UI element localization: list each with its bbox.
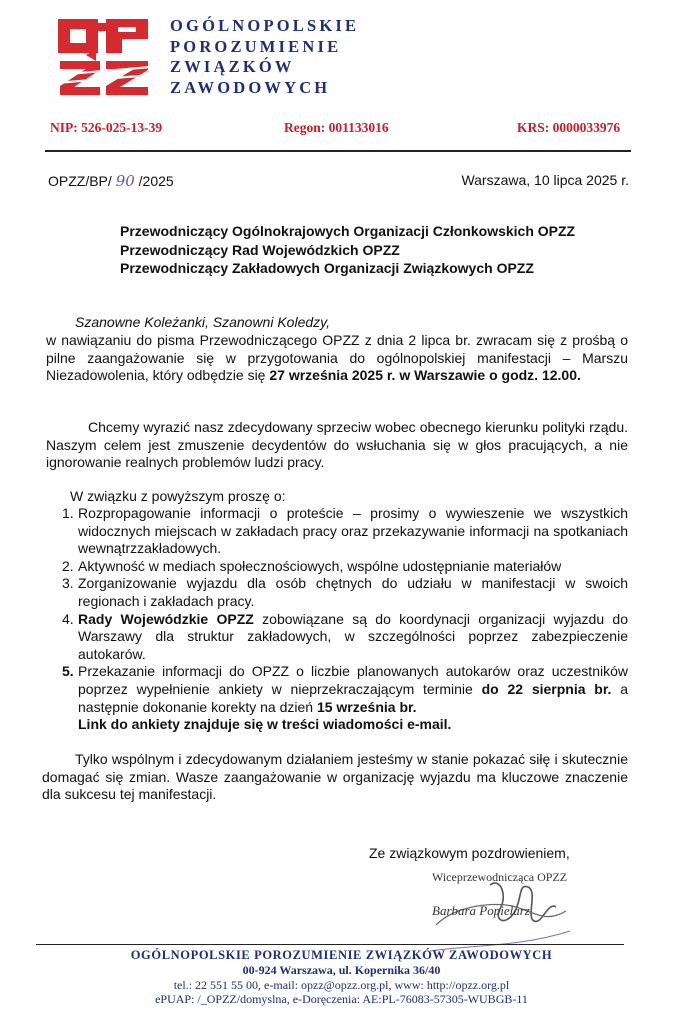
list-item bbox=[46, 558, 628, 576]
closing-salutation: Ze związkowym pozdrowieniem, bbox=[369, 845, 570, 861]
addressee-line: Przewodniczący Ogólnokrajowych Organizacji Członkowskich OPZZ bbox=[120, 223, 576, 239]
list-lead: W związku z powyższym proszę o: bbox=[70, 488, 286, 504]
nip-number: NIP: 526-025-13-39 bbox=[50, 120, 163, 135]
org-name-line: ZWIĄZKÓW bbox=[170, 57, 295, 76]
paragraph-closing: Tylko wspólnym i zdecydowanym działaniem jesteśmy w stanie pokazać siłę i skutecznie domagać się zmian. Wasze zaangażowanie w organizację wyjazdu ma kluczowe znaczenie dla sukcesu tej manifestacji. bbox=[42, 751, 628, 803]
krs-number: KRS: 0000033976 bbox=[517, 120, 621, 135]
list-item bbox=[46, 575, 628, 610]
list-item-number: 4. bbox=[62, 610, 74, 627]
list-item-text: Rozpropagowanie informacji o proteście – prosimy o wywieszenie we wszystkich widocznych miejscach w zakładach pracy oraz przekazywanie informacji na spotkaniach wewnątrzzakładowych. bbox=[78, 505, 628, 557]
list-item bbox=[46, 611, 628, 664]
org-name-line: OGÓLNOPOLSKIE bbox=[170, 16, 360, 35]
addressee-block bbox=[120, 222, 575, 278]
list-item bbox=[46, 663, 628, 733]
header-divider bbox=[45, 150, 631, 152]
org-name-line: ZAWODOWYCH bbox=[170, 77, 331, 97]
survey-link-note: Link do ankiety znajduje się w treści wiadomości e-mail. bbox=[78, 716, 452, 733]
greeting: Szanowne Koleżanki, Szanowni Koledzy, bbox=[75, 314, 331, 330]
signature-role: Wiceprzewodnicząca OPZZ bbox=[432, 870, 568, 884]
list-item-text: Aktywność w mediach społecznościowych, wspólne udostępnianie materiałów bbox=[78, 557, 562, 574]
footer-address: 00-924 Warszawa, ul. Kopernika 36/40 bbox=[242, 963, 441, 977]
list-item-text: Przekazanie informacji do OPZZ o liczbie planowanych autokarów oraz uczestników poprzez wypełnienie ankiety w nieprzekraczającym terminie bbox=[78, 663, 628, 697]
list-item-text: Zorganizowanie wyjazdu dla osób chętnych do udziału w manifestacji w swoich regionach i zakładach pracy. bbox=[78, 575, 628, 609]
org-name-header bbox=[170, 16, 359, 98]
paragraph-intro bbox=[46, 332, 628, 385]
paragraph-intro-text: w nawiązaniu do pisma Przewodniczącego OPZZ z dnia 2 lipca br. zwracam się z prośbą o pilne zaangażowanie się w przygotowania do ogólnopolskiej manifestacji – Marszu Niezadowolenia, który odbędzie się bbox=[46, 332, 628, 384]
list-item-number: 1. bbox=[62, 505, 74, 521]
footer-contact: tel.: 22 551 55 00, e-mail: opzz@opzz.org.pl, www: http://opzz.org.pl bbox=[173, 978, 510, 992]
footer-divider bbox=[36, 944, 624, 945]
regon-number: Regon: 001133016 bbox=[284, 120, 389, 135]
paragraph-intro-date: 27 września 2025 r. w Warszawie o godz. 12.00. bbox=[269, 367, 581, 384]
list-item-number: 3. bbox=[62, 575, 74, 592]
list-item-bold: Rady Wojewódzkie OPZZ bbox=[78, 610, 254, 627]
letter-date: Warszawa, 10 lipca 2025 r. bbox=[461, 172, 629, 188]
list-item-number: 2. bbox=[62, 557, 74, 574]
reference-prefix: OPZZ/BP/ bbox=[48, 173, 112, 189]
list-item-text: zobowiązane są do koordynacji organizacji wyjazdu do Warszawy dla struktur zakładowych, w szczególności poprzez zabezpieczenie autokarów. bbox=[78, 610, 628, 662]
footer-org-name: OGÓLNOPOLSKIE POROZUMIENIE ZWIĄZKÓW ZAWODOWYCH bbox=[130, 948, 553, 962]
paragraph-purpose: Chcemy wyrazić nasz zdecydowany sprzeciw wobec obecnego kierunku polityki rządu. Naszym celem jest zmuszenie decydentów do wsłuchania się w głos pracujących, a nie ignorowanie realnych problemów ludzi pracy. bbox=[46, 419, 628, 471]
reference-handwritten-number: 90 bbox=[115, 172, 135, 190]
footer-epuap: ePUAP: /_OPZZ/domyslna, e-Doręczenia: AE:PL-76083-57305-WUBGB-11 bbox=[155, 992, 528, 1006]
signature-name: Barbara Popielarz bbox=[432, 903, 530, 918]
reference-suffix: /2025 bbox=[138, 173, 174, 189]
reference-number bbox=[48, 172, 174, 190]
request-list bbox=[46, 505, 628, 734]
list-item-correction-date: 15 września br. bbox=[316, 698, 417, 715]
list-item-deadline: do 22 sierpnia br. bbox=[481, 680, 612, 697]
opzz-logo bbox=[56, 17, 151, 97]
addressee-line: Przewodniczący Zakładowych Organizacji Związkowych OPZZ bbox=[120, 260, 534, 276]
addressee-line: Przewodniczący Rad Wojewódzkich OPZZ bbox=[120, 241, 400, 258]
list-item-text: a następnie dokonanie korekty na dzień bbox=[78, 680, 629, 715]
list-item-number: 5. bbox=[62, 663, 74, 680]
org-name-line: POROZUMIENIE bbox=[170, 36, 342, 56]
list-item bbox=[46, 505, 628, 558]
